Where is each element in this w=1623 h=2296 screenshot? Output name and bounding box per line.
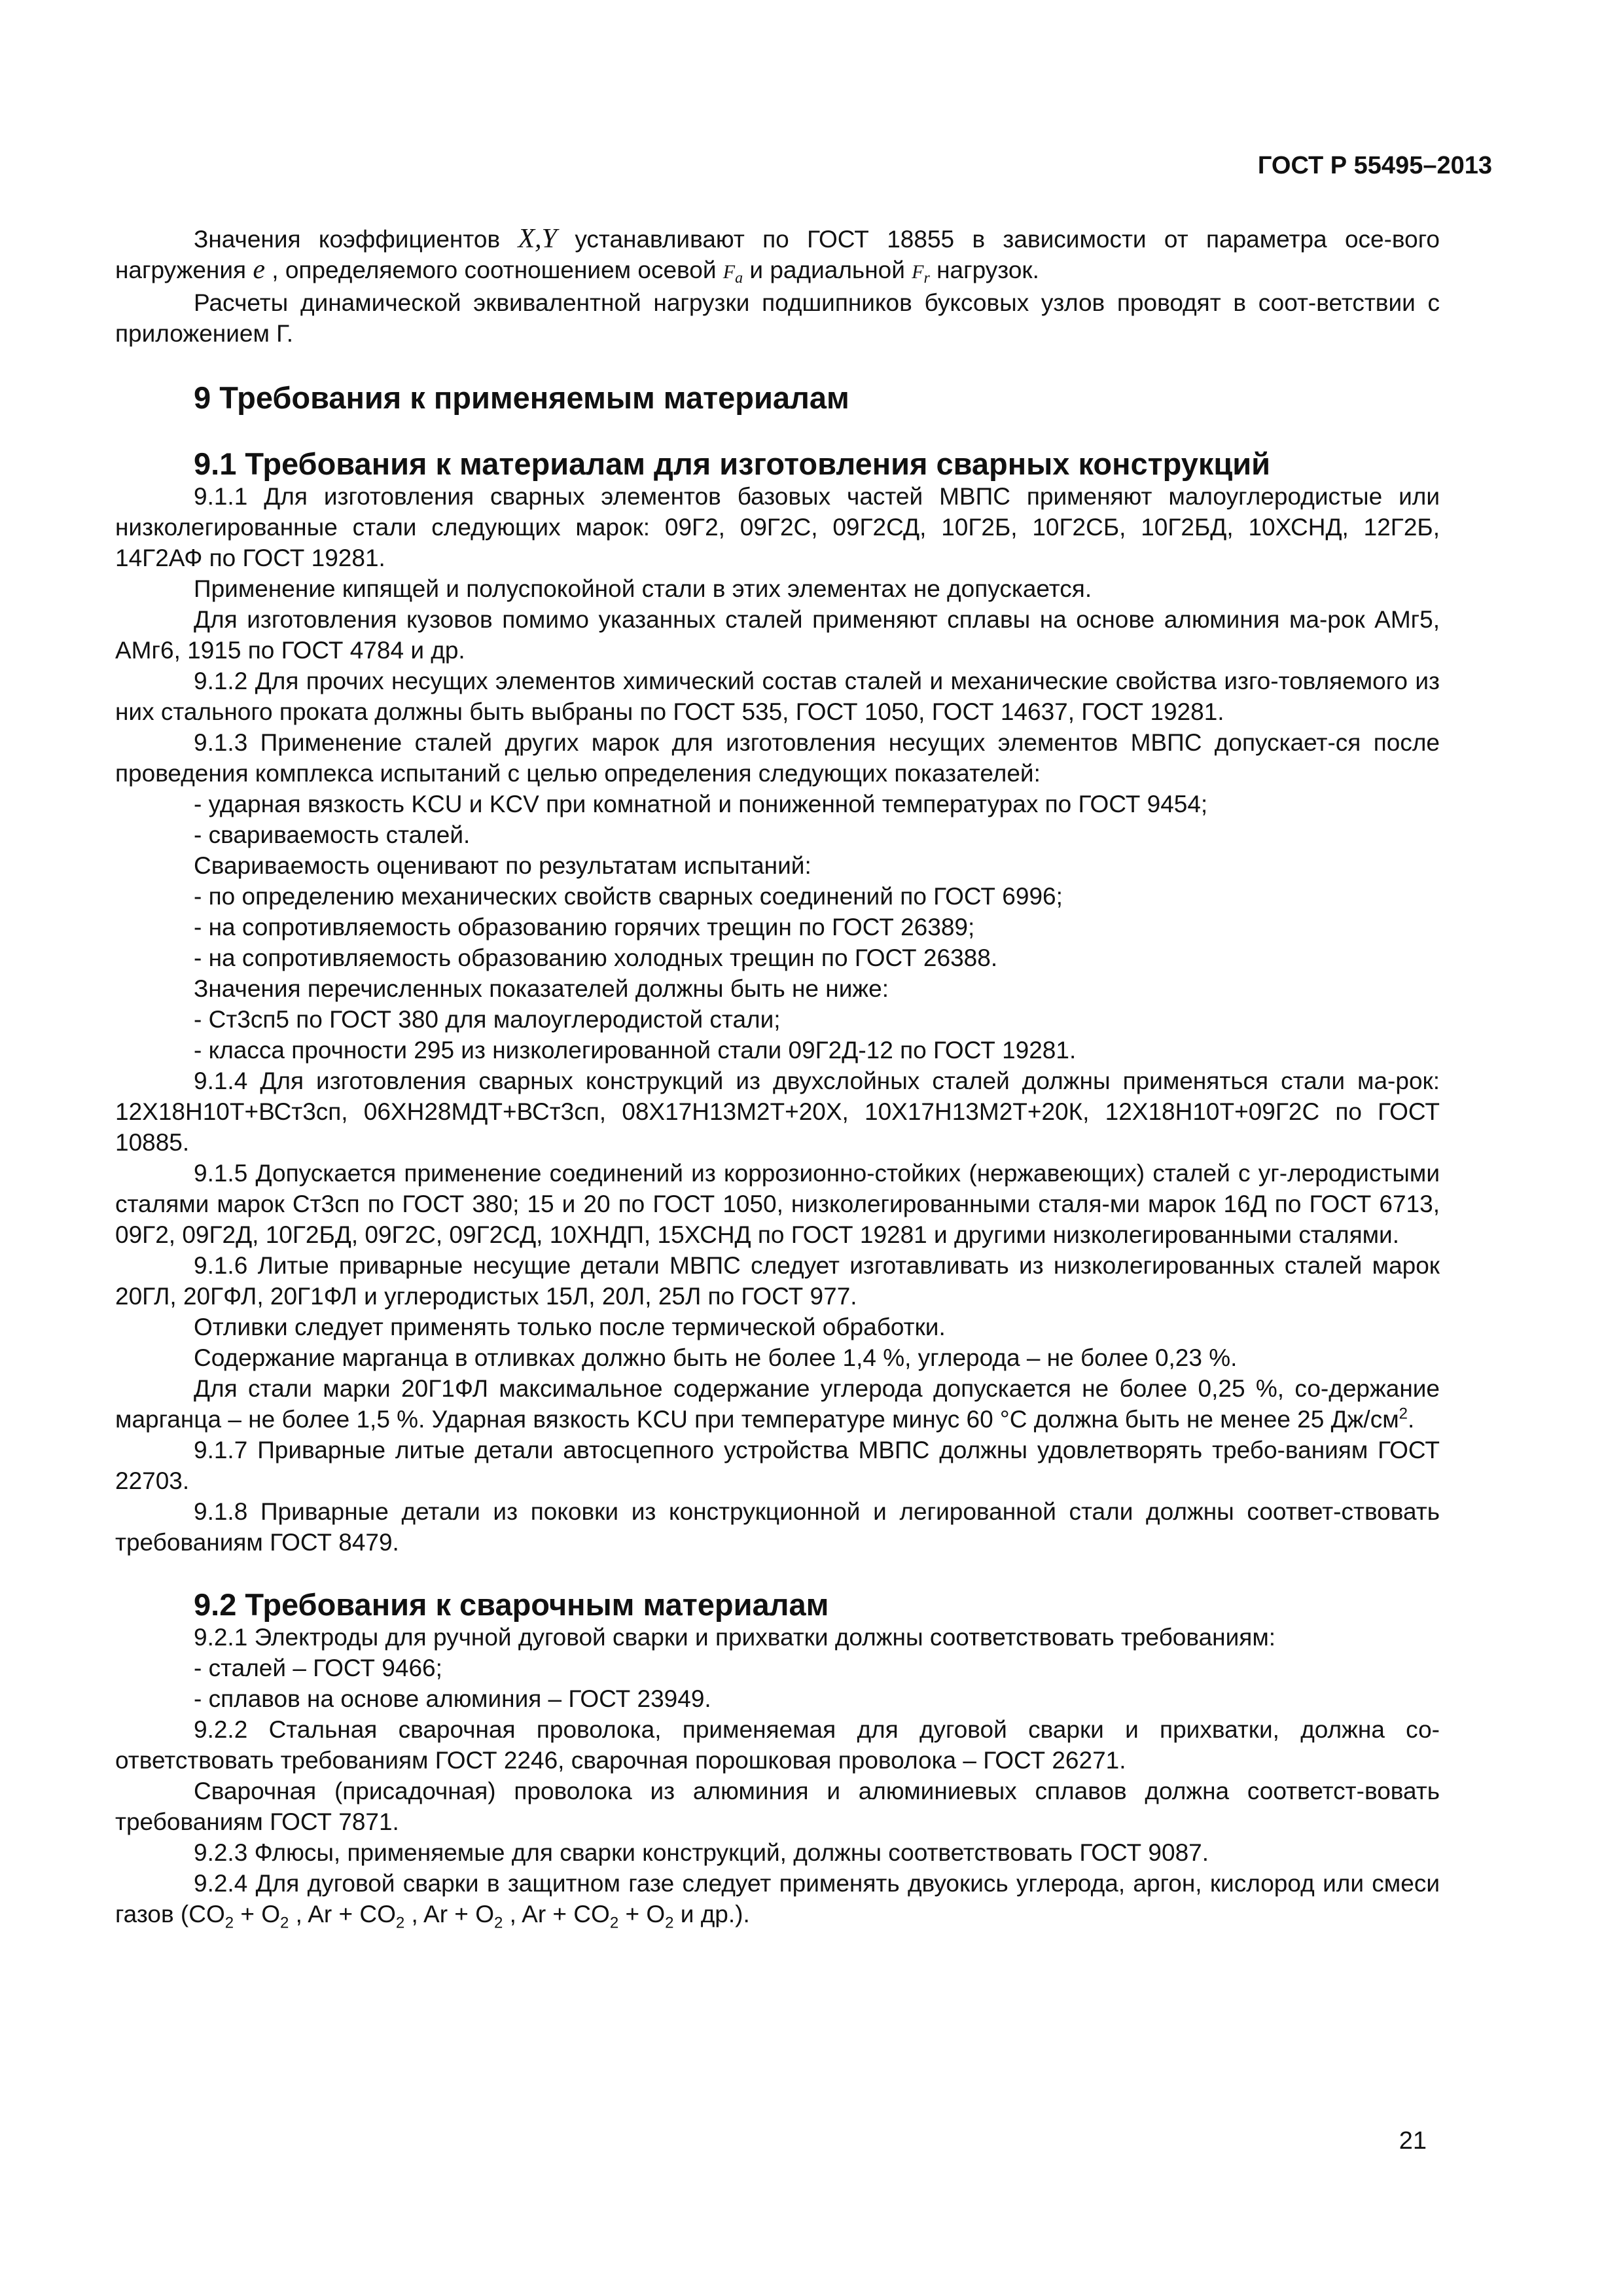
paragraph: 9.1.4 Для изготовления сварных конструкций из двухслойных сталей должны применяться стали ма-рок: 12Х18Н10Т+ВСт3сп, 06ХН28МДТ+ВСт3сп, 08Х17Н13М2Т+20Х, 10Х17Н13М2Т+20К, 12Х18Н10Т+09Г2С по ГОСТ 10885. xyxy=(115,1067,1440,1156)
list-item: - Ст3сп5 по ГОСТ 380 для малоуглеродистой стали; xyxy=(194,1006,781,1033)
paragraph: 9.1.5 Допускается применение соединений из коррозионно-стойких (нержавеющих) сталей с уг-леродистыми сталями марок Ст3сп по ГОСТ 380; 15 и 20 по ГОСТ 1050, низколегированными сталя-ми марок 16Д по ГОСТ 6713, 09Г2, 09Г2Д, 10Г2БД, 09Г2С, 09Г2СД, 10ХНДП, 15ХСНД по ГОСТ 19281 и другими низколегированными сталями. xyxy=(115,1160,1440,1248)
paragraph: 9.1.1 Для изготовления сварных элементов базовых частей МВПС применяют малоуглеродистые или низколегированные стали следующих марок: 09Г2, 09Г2С, 09Г2СД, 10Г2Б, 10Г2СБ, 10Г2БД, 10ХСНД, 12Г2Б, 14Г2АФ по ГОСТ 19281. xyxy=(115,483,1440,571)
document-id: ГОСТ Р 55495–2013 xyxy=(1257,152,1492,179)
text-run: устанавливают по ГОСТ 18855 в зависимости от параметра осе-вого нагружения xyxy=(115,226,1440,283)
variable-fr: $F_r$ xyxy=(912,261,930,287)
paragraph: Применение кипящей и полуспокойной стали в этих элементах не допускается. xyxy=(194,575,1092,602)
text-run: Значения коэффициентов xyxy=(194,226,501,253)
list-item: - ударная вязкость KCU и KCV при комнатной и пониженной температурах по ГОСТ 9454; xyxy=(194,791,1208,817)
section-heading-9: 9 Требования к применяемым материалам xyxy=(194,380,849,415)
paragraph: 9.1.3 Применение сталей других марок для изготовления несущих элементов МВПС допускает-ся после проведения комплекса испытаний с целью определения следующих показателей: xyxy=(115,729,1440,787)
paragraph: 9.1.7 Приварные литые детали автосцепного устройства МВПС должны удовлетворять требо-ваниям ГОСТ 22703. xyxy=(115,1437,1440,1494)
section-heading-9-1: 9.1 Требования к материалам для изготовления сварных конструкций xyxy=(194,446,1271,481)
coefficient-paragraph xyxy=(115,224,1440,287)
text-run: , определяемого соотношением осевой xyxy=(272,257,717,283)
paragraph: 9.2.3 Флюсы, применяемые для сварки конструкций, должны соответствовать ГОСТ 9087. xyxy=(194,1839,1209,1866)
variable-fa: $F_a$ xyxy=(722,261,743,287)
paragraph: Для изготовления кузовов помимо указанных сталей применяют сплавы на основе алюминия ма-рок АМг5, АМг6, 1915 по ГОСТ 4784 и др. xyxy=(115,606,1440,664)
list-item: - сталей – ГОСТ 9466; xyxy=(194,1655,442,1681)
paragraph: Расчеты динамической эквивалентной нагрузки подшипников буксовых узлов проводят в соот-ветствии с приложением Г. xyxy=(115,289,1440,347)
paragraph: 9.1.8 Приварные детали из поковки из конструкционной и легированной стали должны соответ-ствовать требованиям ГОСТ 8479. xyxy=(115,1498,1440,1556)
paragraph: Содержание марганца в отливках должно быть не более 1,4 %, углерода – не более 0,23 %. xyxy=(194,1344,1238,1371)
paragraph: Сварочная (присадочная) проволока из алюминия и алюминиевых сплавов должна соответст-вовать требованиям ГОСТ 7871. xyxy=(115,1778,1440,1835)
list-item: - на сопротивляемость образованию холодных трещин по ГОСТ 26388. xyxy=(194,944,998,971)
paragraph: 9.1.2 Для прочих несущих элементов химический состав сталей и механические свойства изго-товляемого из них стального проката должны быть выбраны по ГОСТ 535, ГОСТ 1050, ГОСТ 14637, ГОСТ 19281. xyxy=(115,668,1440,725)
list-item: - по определению механических свойств сварных соединений по ГОСТ 6996; xyxy=(194,883,1063,910)
text-run: нагрузок. xyxy=(936,257,1039,283)
section-heading-9-2: 9.2 Требования к сварочным материалам xyxy=(194,1587,829,1622)
list-item: - на сопротивляемость образованию горячих трещин по ГОСТ 26389; xyxy=(194,914,975,941)
page-number: 21 xyxy=(1399,2127,1427,2155)
text-run: и радиальной xyxy=(749,257,905,283)
paragraph: 9.2.2 Стальная сварочная проволока, применяемая для дуговой сварки и прихватки, должна со-ответствовать требованиям ГОСТ 2246, сварочная порошковая проволока – ГОСТ 26271. xyxy=(115,1716,1440,1774)
list-item: - класса прочности 295 из низколегированной стали 09Г2Д-12 по ГОСТ 19281. xyxy=(194,1037,1077,1064)
paragraph: 9.2.1 Электроды для ручной дуговой сварки и прихватки должны соответствовать требованиям: xyxy=(194,1624,1276,1651)
paragraph: Свариваемость оценивают по результатам испытаний: xyxy=(194,852,812,879)
list-item: - свариваемость сталей. xyxy=(194,821,471,848)
paragraph: Для стали марки 20Г1ФЛ максимальное содержание углерода допускается не более 0,25 %, со-держание марганца – не более 1,5 %. Ударная вязкость KCU при температуре минус 60 °С должна быть не менее 25 $Дж/см^2$. xyxy=(115,1375,1440,1433)
variable-e: e xyxy=(253,255,265,285)
variable-xy: X,Y xyxy=(518,224,557,254)
page-content xyxy=(115,224,1440,1932)
paragraph: Значения перечисленных показателей должны быть не ниже: xyxy=(194,975,889,1002)
list-item: - сплавов на основе алюминия – ГОСТ 23949. xyxy=(194,1685,711,1712)
paragraph: 9.1.6 Литые приварные несущие детали МВПС следует изготавливать из низколегированных сталей марок 20ГЛ, 20ГФЛ, 20Г1ФЛ и углеродистых 15Л, 20Л, 25Л по ГОСТ 977. xyxy=(115,1252,1440,1310)
gas-mixture-paragraph: 9.2.4 Для дуговой сварки в защитном газе следует применять двуокись углерода, аргон, кислород или смеси газов ($CO_2 + O_2$ , $Ar + CO_2$ , $Ar + O_2$ , $Ar + CO_2 + O_2$ и др.). xyxy=(115,1870,1440,1932)
paragraph: Отливки следует применять только после термической обработки. xyxy=(194,1314,946,1340)
